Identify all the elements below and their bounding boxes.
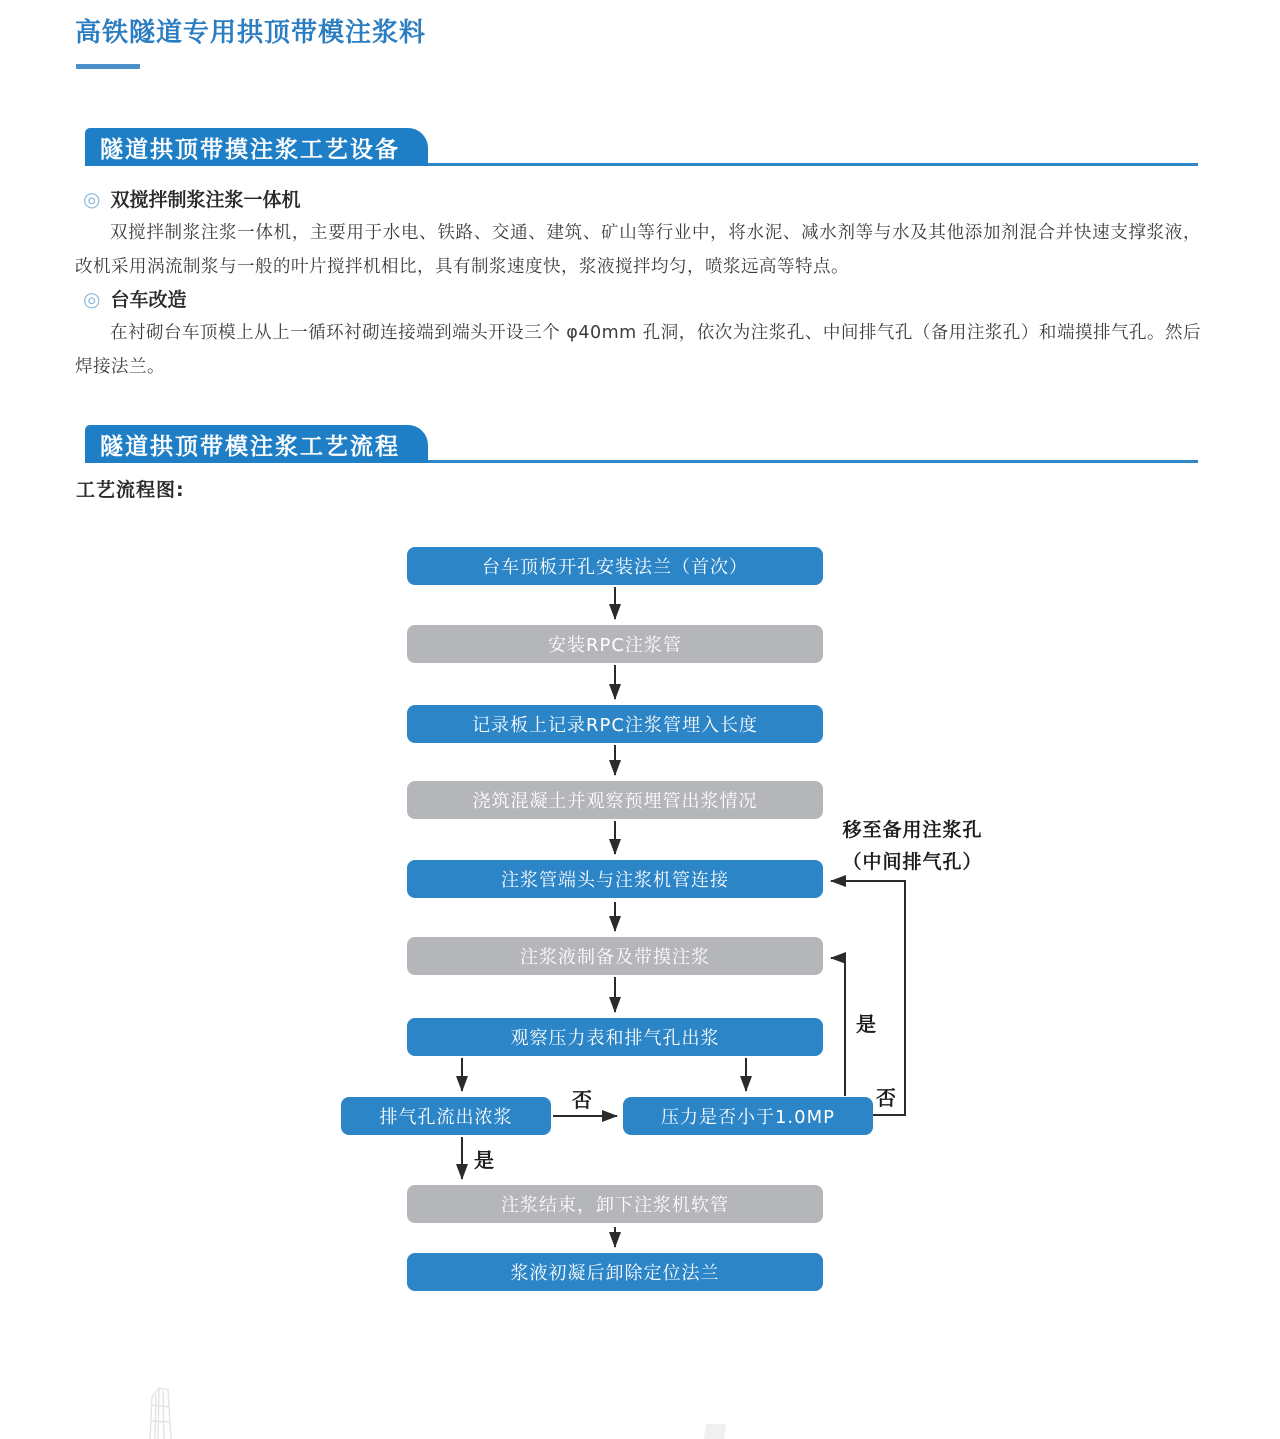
flow-node-record-length: 记录板上记录RPC注浆管埋入长度 [407, 705, 823, 743]
edge-label-pressure-yes: 是 [856, 1012, 876, 1036]
section-tab-equipment-label: 隧道拱顶带摸注浆工艺设备 [100, 136, 400, 163]
section-tab-equipment [85, 128, 428, 166]
flow-annotation-line2: （中间排气孔） [842, 851, 983, 873]
flow-node-install-rpc-pipe: 安装RPC注浆管 [407, 625, 823, 663]
body-paragraph-trolley: 在衬砌台车顶模上从上一循环衬砌连接端到端头开设三个 φ40mm 孔洞，依次为注浆孔、中间排气孔（备用注浆孔）和端摸排气孔。然后焊接法兰。 [75, 323, 1201, 377]
section-tab-process-label: 隧道拱顶带模注浆工艺流程 [100, 433, 400, 460]
bullet-item-mixer [83, 185, 300, 212]
flow-node-prepare-grout: 注浆液制备及带摸注浆 [407, 937, 823, 975]
flow-node-observe-pressure: 观察压力表和排气孔出浆 [407, 1018, 823, 1056]
bullet-label: 台车改造 [110, 289, 187, 311]
flow-annotation [810, 814, 1015, 878]
edge-label-pressure-no: 否 [876, 1086, 896, 1110]
title-underline [76, 64, 140, 69]
tower-watermark-icon [142, 1385, 182, 1439]
bullet-item-trolley [83, 285, 186, 312]
flow-node-vent-thick-grout: 排气孔流出浓浆 [341, 1097, 551, 1135]
double-circle-icon: ◎ [83, 286, 101, 311]
flow-diagram-label: 工艺流程图: [76, 479, 185, 501]
bullet-label: 双搅拌制浆注浆一体机 [110, 189, 301, 211]
flow-annotation-line1: 移至备用注浆孔 [842, 819, 983, 841]
flow-node-open-hole-install-flange: 台车顶板开孔安装法兰（首次） [407, 547, 823, 585]
double-circle-icon: ◎ [83, 186, 101, 211]
flow-node-pour-concrete: 浇筑混凝土并观察预埋管出浆情况 [407, 781, 823, 819]
section-tab-process [85, 425, 428, 463]
flow-node-grouting-end: 注浆结束，卸下注浆机软管 [407, 1185, 823, 1223]
edge-label-vent-yes: 是 [474, 1148, 494, 1172]
flow-node-remove-flange: 浆液初凝后卸除定位法兰 [407, 1253, 823, 1291]
flow-node-pressure-check: 压力是否小于1.0MP [623, 1097, 873, 1135]
flow-node-connect-machine: 注浆管端头与注浆机管连接 [407, 860, 823, 898]
page-title: 高铁隧道专用拱顶带模注浆料 [75, 18, 427, 48]
body-paragraph-mixer: 双搅拌制浆注浆一体机，主要用于水电、铁路、交通、建筑、矿山等行业中，将水泥、减水剂等与水及其他添加剂混合并快速支撑浆液，改机采用涡流制浆与一般的叶片搅拌机相比，具有制浆速度快，浆液搅拌均匀，喷浆远高等特点。 [75, 223, 1201, 277]
footer-smudge [704, 1424, 726, 1439]
edge-label-vent-no: 否 [572, 1088, 592, 1112]
